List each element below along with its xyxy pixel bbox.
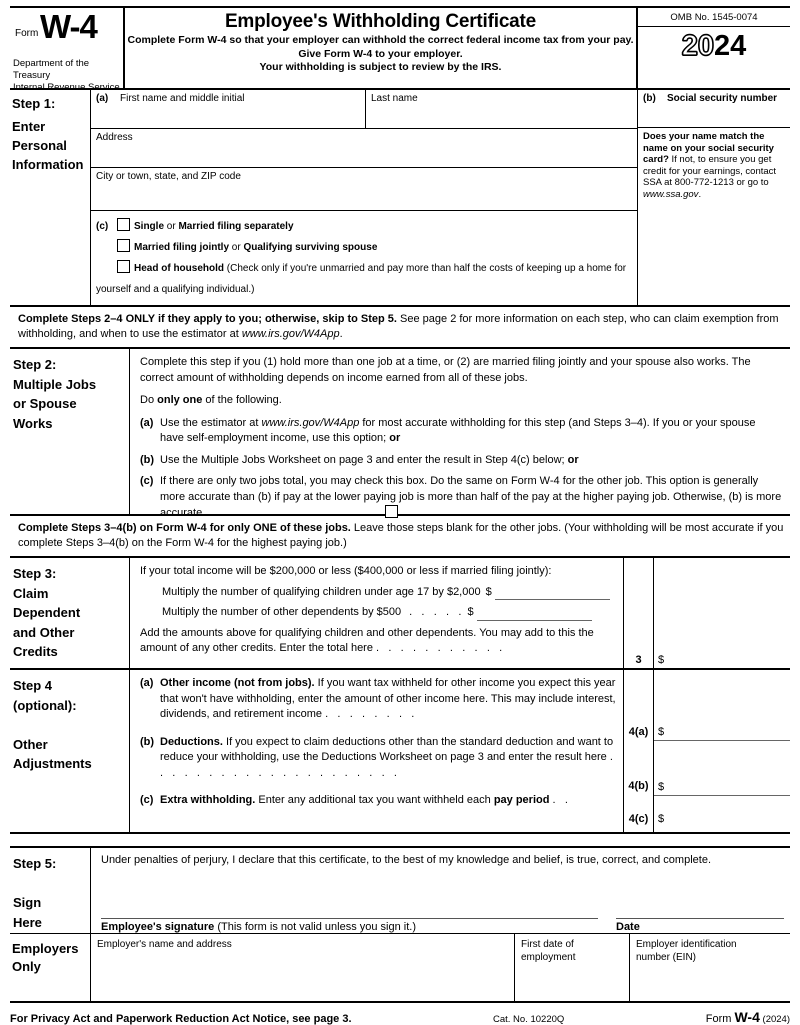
checkbox-married-jointly-icon[interactable]	[117, 239, 130, 252]
step-4c-bold2: pay period	[493, 794, 550, 806]
step-2-option-a-text	[160, 416, 782, 447]
step-2-option-a	[140, 416, 782, 447]
perjury-declaration: Under penalties of perjury, I declare that this certificate, to the best of my knowledge and belief, is true, correct, and complete.	[101, 854, 712, 866]
header-title-block	[125, 8, 638, 88]
step-2-intro: Complete this step if you (1) hold more than one job at a time, or (2) are married filing jointly and your spouse also works. The correct amount of withholding depends on income earned from all of these jobs.	[140, 356, 751, 384]
instruction-band-2	[10, 516, 790, 558]
employer-name-address-label: Employer's name and address	[97, 939, 232, 950]
employer-name-address-field[interactable]	[91, 934, 515, 1001]
ein-field[interactable]	[630, 934, 790, 1001]
band-1-url: www.irs.gov/W4App	[241, 328, 340, 340]
step-2-option-c-pre: If there are only two jobs total, you may check this box. Do the same on Form W-4 for the other job. This option is generally more accurate than (b) if pay at the lower paying job is more than half of the pay at the higher paying job. Otherwise, (b) is more accurate	[160, 475, 782, 519]
step-5-label	[10, 848, 91, 933]
step-2-option-c-dots: . . . . . . . . . . . . . . .	[202, 507, 381, 519]
step-3-children-dollar: $	[485, 585, 492, 598]
step-2-title-2: or Spouse	[13, 396, 77, 411]
step-4c-content	[160, 793, 617, 809]
header-omb-block	[638, 8, 790, 88]
step-2-option-c	[140, 474, 782, 522]
step-3-other-label: Multiply the number of other dependents by $500	[162, 606, 402, 618]
filing-status-0-bold1: Single	[134, 221, 165, 232]
footer-form-label: Form	[705, 1013, 735, 1025]
step-3-other-dollar: $	[467, 606, 474, 618]
ein-line-1: Employer identification	[636, 939, 737, 950]
catalog-number: Cat. No. 10220Q	[492, 1014, 565, 1025]
omb-number: OMB No. 1545-0074	[638, 8, 790, 27]
step-2-title-3: Works	[13, 415, 53, 431]
field-tag-b: (b)	[643, 93, 656, 104]
ssn-field[interactable]	[638, 90, 790, 128]
step-1-title-2: Personal	[12, 138, 67, 153]
page-title: Employee's Withholding Certificate	[224, 11, 537, 32]
step-4-amounts-column	[654, 670, 790, 832]
tax-year-prefix: 20	[681, 30, 714, 62]
step-2-number: Step 2:	[13, 357, 57, 372]
date-block[interactable]	[616, 892, 784, 933]
ssn-note-rest: If not, to ensure you get credit for your earnings, contact SSA at 800-772-1213 or go to	[643, 154, 777, 189]
step-1-ssn-column	[637, 90, 790, 305]
section-gap	[10, 834, 790, 846]
footer-form-year: (2024)	[759, 1014, 790, 1025]
checkbox-single-icon[interactable]	[117, 218, 130, 231]
step-2-option-a-pre: Use the estimator at	[160, 416, 262, 429]
signature-block[interactable]	[101, 892, 616, 933]
step-4-label	[10, 670, 130, 832]
step-4b-tag: (b)	[140, 735, 155, 748]
filing-status-1-bold1: Married filing jointly	[134, 242, 230, 253]
signature-row	[101, 892, 784, 933]
department-line-2: Internal Revenue Service	[13, 82, 120, 93]
step-4c-tag: (c)	[140, 794, 154, 806]
form-number: W-4	[40, 8, 97, 45]
ein-line-2: number (EIN)	[636, 952, 697, 963]
step-3-intro: If your total income will be $200,000 or less ($400,000 or less if married filing jointly):	[140, 565, 552, 577]
checkbox-two-jobs-icon[interactable]	[385, 505, 398, 518]
step-2-title-1: Multiple Jobs	[13, 376, 97, 392]
step-3-children-line[interactable]	[140, 585, 617, 601]
step-5-body	[91, 848, 790, 933]
step-1-title-1: Enter	[12, 119, 46, 134]
footer-form-id	[706, 1009, 790, 1025]
step-4a-tag: (a)	[140, 677, 154, 689]
field-tag-c: (c)	[96, 221, 109, 232]
step-4b-dots: . . . . . . . . . . . . . . . . . . . . .	[160, 751, 617, 779]
step-3-title-3: and Other	[13, 624, 75, 640]
step-4c-body: Enter any additional tax you want withheld each	[255, 794, 494, 806]
employers-only-section	[10, 933, 790, 1003]
step-3-number: Step 3:	[13, 566, 57, 581]
employers-only-label	[10, 934, 91, 1001]
step-2-section	[10, 349, 790, 519]
step-3-children-label: Multiply the number of qualifying children under age 17 by $2,000	[162, 585, 481, 598]
employers-only-title-2: Only	[12, 959, 41, 974]
checkbox-head-of-household-icon[interactable]	[117, 260, 130, 273]
form-header	[10, 6, 790, 93]
step-2-option-b-pre: Use the Multiple Jobs Worksheet on page 3 and enter the result in Step 4(c) below;	[160, 453, 568, 466]
step-4-body	[130, 670, 623, 832]
step-4b-bold: Deductions.	[160, 735, 223, 748]
ssn-note-end: .	[698, 188, 702, 200]
step-4-title-1: Step 4	[13, 678, 53, 693]
footer-form-number: W-4	[734, 1009, 760, 1025]
step-4b-amount-cell[interactable]	[654, 740, 790, 796]
last-name-label: Last name	[371, 93, 418, 104]
step-5-number: Step 5:	[13, 856, 57, 871]
signature-label-rest: (This form is not valid unless you sign it.)	[214, 921, 417, 933]
step-5-title-2: Here	[13, 914, 42, 930]
band-2-bold: Complete Steps 3–4(b) on Form W-4 for only ONE of these jobs.	[18, 522, 351, 534]
filing-status-1-bold2: Qualifying surviving spouse	[243, 242, 378, 253]
city-state-zip-field[interactable]	[91, 168, 637, 210]
step-2-do-post: of the following.	[202, 394, 282, 406]
band-1-bold: Complete Steps 2–4 ONLY if they apply to you; otherwise, skip to Step 5.	[18, 313, 397, 325]
step-3-body	[130, 558, 623, 668]
step-5-title-1: Sign	[13, 895, 42, 910]
step-4c-dots: . .	[552, 794, 571, 806]
filing-status-row-joint[interactable]	[96, 237, 637, 258]
filing-status-row-hoh[interactable]	[96, 258, 637, 300]
step-3-total-text	[140, 626, 617, 657]
header-subtitle-2: Give Form W-4 to your employer.	[298, 47, 463, 60]
filing-status-row-single[interactable]	[96, 216, 637, 237]
step-4-title-3: Other	[13, 736, 48, 752]
address-field[interactable]	[91, 129, 637, 167]
step-3-total-dots: . . . . . . . . . . .	[376, 642, 506, 654]
step-4a-content	[160, 676, 617, 723]
step-4-title-4: Adjustments	[13, 756, 92, 771]
step-3-other-dots: . . . . .	[409, 606, 465, 618]
step-4c-line-number: 4(c)	[628, 813, 649, 825]
signature-caption	[101, 919, 598, 933]
step-2-option-b-text	[160, 453, 782, 469]
step-4c-dollar: $	[658, 813, 665, 825]
step-4b-text	[140, 735, 617, 782]
filing-status-2-tail: (Check only if you're unmarried and pay more than half the costs of keeping up a home for yourself and a qualifying individual.)	[96, 263, 627, 295]
step-4a-amount-cell[interactable]	[654, 670, 790, 741]
form-footer	[10, 1003, 790, 1025]
form-label: Form	[15, 28, 39, 39]
step-3-line-number-cell	[623, 558, 654, 668]
step-3-children-input[interactable]	[495, 586, 610, 600]
step-1-section	[10, 90, 790, 307]
address-label: Address	[96, 132, 133, 143]
step-1-title-3: Information	[12, 157, 84, 172]
ssn-label: Social security number	[667, 93, 778, 104]
step-4a-body: If you want tax withheld for other income you expect this year that won't have withholding, enter the amount of other income here. This may include interest, dividends, and retirement income	[160, 677, 616, 720]
step-3-line-number: 3	[635, 654, 642, 666]
filing-status-group	[91, 211, 637, 305]
step-4a-dollar: $	[658, 726, 665, 738]
first-date-employment-field[interactable]	[515, 934, 630, 1001]
band-2-rest: Leave those steps blank for the other jobs. (Your withholding will be most accurate if you complete Steps 3–4(b) on the Form W-4 for the highest paying job.)	[18, 522, 784, 549]
step-4-title-2: (optional):	[13, 697, 77, 713]
department-text	[13, 58, 123, 94]
header-subtitle-1: Complete Form W-4 so that your employer can withhold the correct federal income tax from your pay.	[127, 34, 634, 46]
step-2-option-c-text	[160, 474, 782, 522]
step-2-option-a-or: or	[389, 432, 401, 444]
step-4a-bold: Other income (not from jobs).	[160, 677, 315, 689]
last-name-field[interactable]	[366, 90, 637, 128]
step-1-number: Step 1:	[12, 96, 56, 111]
instruction-band-1	[10, 307, 790, 349]
signature-input[interactable]	[101, 892, 598, 919]
step-2-label	[10, 349, 130, 514]
step-4-section	[10, 670, 790, 834]
step-2-option-a-tag: (a)	[140, 416, 154, 429]
step-4b-line-number: 4(b)	[628, 780, 649, 792]
field-tag-a: (a)	[96, 93, 109, 104]
first-name-label: First name and middle initial	[120, 93, 245, 104]
step-4b-dollar: $	[658, 781, 665, 793]
department-line-1: Department of the Treasury	[13, 58, 90, 81]
step-3-total-label: Add the amounts above for qualifying children and other dependents. You may add to this the amount of any other credits. Enter the total here	[140, 626, 594, 654]
step-4b-body: If you expect to claim deductions other than the standard deduction and want to reduce your withholding, use the Deductions Worksheet on page 3 and enter the result here	[160, 735, 614, 763]
filing-status-1-mid: or	[229, 242, 244, 253]
step-2-do-one	[140, 393, 782, 409]
step-3-title-1: Claim	[13, 585, 49, 601]
step-4b-content	[160, 735, 617, 782]
filing-status-0-bold2: Married filing separately	[178, 221, 294, 232]
step-2-option-a-post: for most accurate withholding for this step (and Steps 3–4). If you or your spouse have self-employment income, use this option;	[160, 416, 756, 444]
step-2-option-a-url: www.irs.gov/W4App	[261, 416, 360, 429]
filing-status-2-bold1: Head of household	[134, 263, 224, 274]
step-4a-text	[140, 676, 617, 723]
step-2-do-pre: Do	[140, 394, 158, 406]
date-input[interactable]	[616, 892, 784, 919]
step-2-option-b-tag: (b)	[140, 453, 155, 466]
filing-status-0-mid: or	[164, 221, 179, 232]
header-form-identity	[10, 8, 125, 93]
step-3-label	[10, 558, 130, 668]
step-1-fields	[91, 90, 637, 305]
step-3-amount-cell[interactable]	[654, 558, 790, 668]
step-4a-line-number: 4(a)	[628, 726, 649, 738]
privacy-notice: For Privacy Act and Paperwork Reduction Act Notice, see page 3.	[10, 1013, 352, 1025]
step-3-other-line[interactable]	[140, 605, 617, 621]
first-date-line-1: First date of	[521, 939, 574, 950]
step-1-label	[10, 90, 91, 305]
ssn-note-bold: Does your name match the name on your social security card?	[643, 131, 774, 166]
step-5-section	[10, 846, 790, 933]
employers-only-title-1: Employers	[12, 941, 79, 956]
first-date-line-2: employment	[521, 952, 576, 963]
step-3-title-2: Dependent	[13, 605, 81, 620]
ssn-note-url: www.ssa.gov	[643, 188, 699, 200]
first-name-field[interactable]	[91, 90, 366, 128]
city-label: City or town, state, and ZIP code	[96, 171, 241, 182]
step-3-title-4: Credits	[13, 644, 58, 659]
step-3-amount-dollar: $	[658, 654, 665, 666]
band-1-rest: See page 2 for more information on each step, who can claim exemption from withholding, and when to use the estimator at	[18, 313, 779, 340]
band-1-end: .	[339, 328, 343, 340]
step-4c-amount-cell[interactable]	[654, 795, 790, 832]
date-label: Date	[616, 921, 640, 933]
step-4c-text	[140, 793, 617, 809]
city-row	[91, 168, 637, 211]
ssn-note	[638, 128, 790, 212]
step-2-option-b	[140, 453, 782, 469]
tax-year	[638, 27, 790, 62]
step-2-do-bold: only one	[157, 394, 203, 406]
step-4-line-numbers-column	[623, 670, 654, 832]
step-4a-dots: . . . . . . . .	[325, 708, 418, 720]
step-3-section	[10, 558, 790, 670]
header-subtitle-3: Your withholding is subject to review by the IRS.	[259, 61, 502, 73]
step-2-body	[130, 349, 790, 519]
step-4c-bold: Extra withholding.	[160, 794, 256, 806]
step-3-other-input[interactable]	[477, 607, 592, 621]
step-2-option-c-tag: (c)	[140, 475, 154, 487]
tax-year-suffix: 24	[714, 30, 747, 62]
name-row	[91, 90, 637, 129]
signature-label-bold: Employee's signature	[101, 921, 215, 933]
step-2-option-b-or: or	[567, 453, 579, 466]
address-row	[91, 129, 637, 168]
